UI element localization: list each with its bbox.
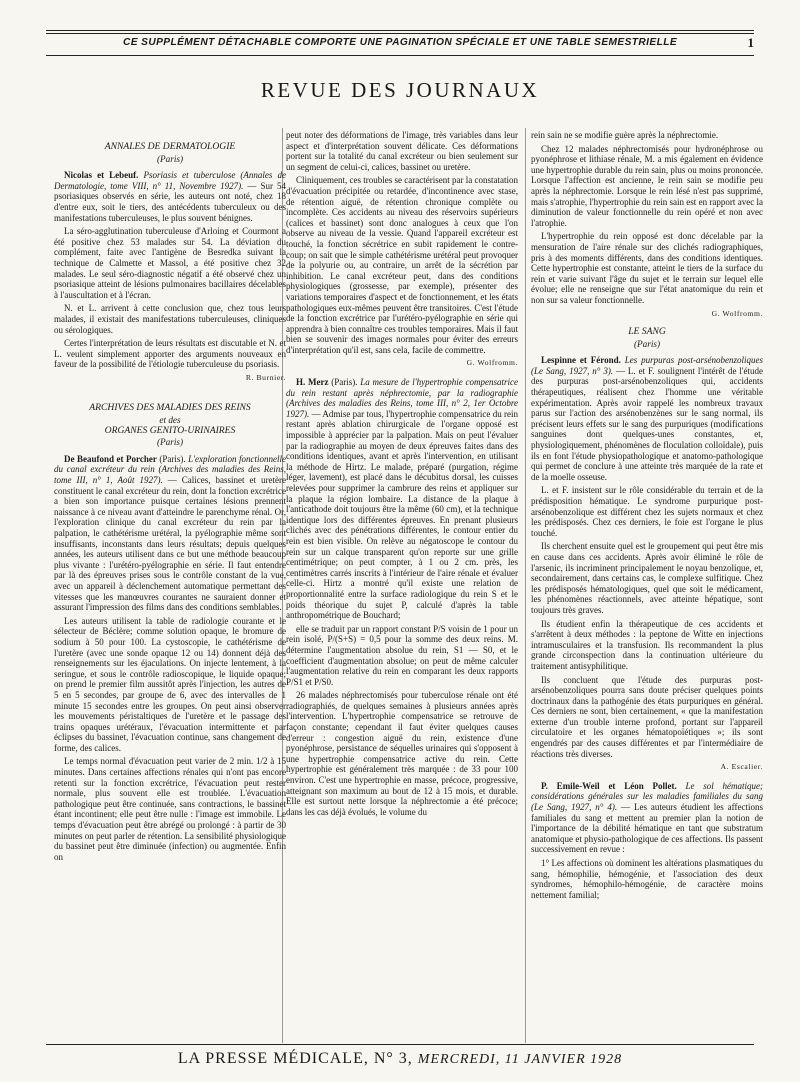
column-2 bbox=[286, 130, 518, 820]
footer-rule bbox=[46, 1044, 754, 1045]
page-number: 1 bbox=[747, 35, 754, 50]
column-3 bbox=[531, 130, 763, 903]
section-conjunction: et des bbox=[159, 415, 181, 426]
abstract-paragraph: Ils étudient enfin la thérapeutique de ces accidents et s'arrêtent à deux méthodes : la peptone de Witte en injections intramusculaires et la transfusion. Ils recommandent la plus grande circonspection dans la continuation ultérieure du traitement antisyphilitique. bbox=[531, 618, 763, 671]
reviewer-signature: A. Escalier. bbox=[720, 762, 763, 772]
abstract-paragraph: peut noter des déformations de l'image, très variables dans leur aspect et d'interprétation souvent délicate. Ces déformations portent sur la totalité du canal excréteur ou bien seulement sur un segment de celui-ci, calices, bassinet ou uretère. bbox=[286, 130, 518, 172]
column-divider bbox=[525, 128, 526, 1043]
abstract-intro bbox=[531, 781, 763, 855]
section-title: ORGANES GENITO-URINAIRES bbox=[104, 424, 236, 436]
abstract-paragraph: Cliniquement, ces troubles se caractérisent par la constatation d'évacuation précipitée ou retardée, d'incontinence avec stase, de rétention aiguë, de rétention chronique complète ou incomplète. Ces accidents au niveau des réservoirs supérieurs (calices et bassinet) sont donc analogues à ceux que l'on observe au niveau de la vessie. Quand l'appareil excréteur est touché, la fonction sécrétrice en subit rapidement le contre-coup; on sait que le simple cathétérisme urétéral peut provoquer de la polyurie ou, au contraire, un arrêt de la sécrétion par inhibition. Le canal excréteur peut, dans des conditions physiologiques (grossesse, par exemple), présenter des variations temporaires d'aspect et de fonctionnement, et les états pathologiques eux-mêmes peuvent être transitoires. C'est l'étude de la fonction excrétrice par l'urétéro-pyélographie en série qui apprendra à bien connaître ces troubles temporaires. Mais il faut bien se souvenir des images normales pour éviter des erreurs d'interprétation qu'il est, sans cela, facile de commettre. bbox=[286, 175, 518, 355]
article-reference: (Archives des maladies des Reins, tome III, n° 1, Août 1927). bbox=[54, 464, 287, 486]
abstract-paragraph: N. et L. arrivent à cette conclusion que, chez tous leurs malades, il existait des manifestations tuberculeuses, cliniques ou sérologiques. bbox=[54, 303, 286, 335]
footer bbox=[0, 1050, 800, 1068]
reviewer-signature: R. Burnier. bbox=[245, 372, 286, 382]
article-title: La mesure de l'hypertrophie compensatrice du rein restant après néphrectomie, par la radiographie bbox=[286, 377, 519, 398]
section-city: (Paris) bbox=[156, 437, 184, 448]
abstract-intro bbox=[286, 377, 518, 621]
article-reference: (Annales de Dermatologie, tome VIII, n° 11, Novembre 1927). bbox=[54, 170, 286, 191]
header-bottom-rule bbox=[46, 55, 754, 56]
article-reference: (Le Sang, 1927, n° 3). bbox=[531, 365, 614, 376]
article-authors: H. Merz bbox=[296, 377, 329, 388]
abstract-text: — Admise par tous, l'hypertrophie compensatrice du rein restant après ablation chirurgicale de l'organe opposé est impossible à apprécier par la palpation. Mais on peut l'évaluer par la radiographie au moyen de deux épreuves faites dans des conditions identiques, avant et après l'intervention, en utilisant la méthode de Hirtz. Le malade, préparé (purgation, régime léger, lavement), est placé dans le décubitus dorsal, les cuisses relevées pour supprimer la cambrure des reins et appliquer sur la plaque la région lombaire. La distance de la plaque à l'anticathode doit toujours être la même (60 cm), et la technique identique lors des différentes épreuves. En prenant plusieurs clichés avec des pénétrations différentes, le contour entier du rein est bien visible. On relève au négatoscope le contour du rein sur un calque transparent qu'on reporte sur une grille centimétrique; on peut compter, à 1 ou 2 cm. près, les centimètres carrés inscrits à l'intérieur de l'aire rénale et évaluer celle-ci. Hirtz a montré qu'il existe une relation de proportionnalité entre la surface radiologique du rein S et le poids théorique du sujet P, calculé d'après la table anthropométrique de Bouchard; bbox=[286, 408, 518, 621]
footer-journal: LA PRESSE MÉDICALE, N° 3, bbox=[177, 1050, 413, 1067]
abstract-text: — Calices, bassinet et uretère constituent le canal excréteur du rein, dont la fonction excrétrice a bien son importance puisque certaines lésions prennent naissance à ce niveau avant d'atteindre le parenchyme rénal. Or, l'exploration clinique du canal excréteur du rein par la palpation, le cathétérisme urétéral, la pyélographie même sont insuffisants, inconstants dans leurs résultats; depuis quelques années, les auteurs utilisent dans ce but une méthode beaucoup plus vivante : l'urétéro-pyélographie en série. Il faut entendre par là des épreuves prises sous le contrôle constant de la vue, avec un appareil à déclenchement automatique permettant des vitesses que les manœuvres courantes ne sauraient donner et assurant l'impression des films dans des conditions semblables. bbox=[54, 475, 287, 613]
article-title: Les purpuras post-arsénobenzoliques bbox=[624, 355, 764, 366]
abstract-paragraph: La séro-agglutination tuberculeuse d'Arloing et Courmont a été positive chez 53 malades sur 54. La déviation du complément, faite avec l'antigène de Besredka suivant la technique de Calmette et Massol, a été positive chez 32 malades. Le seul séro-diagnostic négatif a été observé chez un psoriasique atteint de lésions pulmonaires bacillaires décelables à l'auscultation et à l'écran. bbox=[54, 226, 286, 300]
abstract-paragraph: L. et F. insistent sur le rôle considérable du terrain et de la prédisposition hématique. Le syndrome purpurique post-arsénobenzolique est différent chez les sujets normaux et chez les prédisposés. Chez ces derniers, le foie est l'organe le plus touché. bbox=[531, 485, 763, 538]
article-authors: Nicolas et Lebeuf. bbox=[64, 170, 139, 181]
column-1 bbox=[54, 130, 286, 865]
section-title: LE SANG bbox=[628, 326, 666, 338]
abstract-paragraph: Les auteurs utilisent la table de radiologie courante et le sélecteur de Béclère; comme solution opaque, le bromure de sodium à 50 pour 100. La cystoscopie, le cathétérisme de l'uretère (avec une sonde opaque 12 ou 14) donnent déjà des renseignements sur les éjaculations. On injecte lentement, à la seringue, et sous le contrôle radioscopique, le liquide opaque; on prend le premier film aussitôt après l'injection, les autres de 5 en 5 secondes, par groupe de 6, avec des intervalles de 1 minute 15 secondes entre les groupes. On peut ainsi observer les mouvements péristaltiques de l'uretère et le passage des trains opaques urétéraux, l'évacuation intermittente et par éclipses du bassinet, l'évacuation continue, sans changement de forme, des calices. bbox=[54, 615, 286, 753]
supplement-notice: CE SUPPLÉMENT DÉTACHABLE COMPORTE UNE PAGINATION SPÉCIALE ET UNE TABLE SEMESTRIELLE bbox=[122, 37, 678, 48]
section-city: (Paris) bbox=[156, 153, 184, 164]
reviewer-signature: G. Wolfromm. bbox=[466, 358, 518, 368]
abstract-intro bbox=[54, 170, 286, 223]
article-title: Le sol hématique; considérations générales sur les maladies familiales du sang bbox=[531, 780, 763, 802]
abstract-paragraph: Ils cherchent ensuite quel est le groupement qui peut être mis en cause dans ces accidents. Après avoir éliminé le rôle de l'arsenic, ils incriminent principalement le noyau benzolique, et, secondairement, dans certains cas, le complexe sulfitique. Chez les prédisposés hématologiques, quel que soit le médicament, les phénomènes réactionnels, avec atteinte hépatique, sont toujours très graves. bbox=[531, 541, 763, 615]
article-reference: (Le Sang, 1927, n° 4). bbox=[531, 802, 618, 813]
header-bar bbox=[46, 30, 754, 60]
abstract-paragraph: 1° Les affections où dominent les altérations plasmatiques du sang, hémophilie, hémogénie, et l'association des deux syndromes, hémophilo-hémogénie, de caractère moins nettement familial; bbox=[531, 858, 763, 900]
abstract-text: — L. et F. soulignent l'intérêt de l'étude des purpuras post-arsénobenzoliques qui, accidents thérapeutiques, réalisent chez l'homme une véritable expérimentation. Après avoir rappelé les nombreux travaux parus sur l'action des arsénobenzènes sur le sang normal, ils précisent leurs effets sur le sang des purpuriques (modifications sanguines dont quelques-unes constantes, et, physiologiquement, phénomènes de floculation colloïdale), puis ils en font l'étude physiopathologique et anatomo-pathologique qui permet de conclure à une atteinte très marquée de la rate et de la moelle osseuse. bbox=[531, 365, 763, 482]
abstract-paragraph: 26 malades néphrectomisés pour tuberculose rénale ont été radiographiés, de quelques semaines à plusieurs années après l'intervention. L'hypertrophie compensatrice se retrouve de façon constante; cependant il faut éviter quelques causes d'erreur : congestion aiguë du rein, existence d'une pyonéphrose, persistance de séquelles urinaires qui s'opposent à une hypertrophie compensatrice active du rein. Cette hypertrophie est généralement très marquée : de 33 pour 100 environ. C'est une hypertrophie en masse, précoce, progressive, atteignant son maximum au bout de 12 à 15 mois, et durable. Elle est surtout nette lorsque la néphrectomie a été précoce; dans les cas déjà évolués, le volume du bbox=[286, 690, 518, 817]
section-title: ARCHIVES DES MALADIES DES REINS bbox=[89, 402, 251, 414]
article-authors: P. Emile-Weil et Léon Pollet. bbox=[541, 780, 677, 791]
abstract-paragraph: rein sain ne se modifie guère après la néphrectomie. bbox=[531, 130, 719, 140]
article-reference: (Archives des maladies des Reins, tome III, n° 2, 1er Octobre 1927). bbox=[286, 398, 518, 419]
article-title: L'exploration fonctionnelle du canal excréteur du rein bbox=[54, 453, 286, 475]
abstract-paragraph: L'hypertrophie du rein opposé est donc décelable par la mensuration de l'aire rénale sur des clichés radiographiques, pris à des moments différents, dans des conditions identiques. Cette hypertrophie est constante, atteint le tiers de la surface du rein et varie suivant l'âge du sujet et le terrain sur lequel elle évolue; elle ne renseigne que sur l'état anatomique du rein et non sur sa valeur fonctionnelle. bbox=[531, 231, 763, 305]
reviewer-signature: G. Wolfromm. bbox=[711, 308, 763, 318]
abstract-text: — Les auteurs étudient les affections familiales du sang et mettent au premier plan la notion de l'importance de la débilité hématique en tant que substratum anatomique et physio-pathologique de ces affections. Ils passent successivement en revue : bbox=[531, 802, 764, 855]
article-authors: Lespinne et Férond. bbox=[541, 355, 621, 366]
article-city: (Paris). bbox=[159, 453, 186, 464]
abstract-intro bbox=[531, 355, 763, 482]
article-city: (Paris). bbox=[331, 377, 358, 388]
abstract-paragraph: elle se traduit par un rapport constant P/S voisin de 1 pour un rein isolé, P/(S+S) = 0,5 pour la somme des deux reins. M. détermine l'augmentation absolue du rein, S1 — S0, et le coefficient d'augmentation absolue; on peut de même calculer l'augmentation relative du rein en comparant les deux rapports P/S1 et P/S0. bbox=[286, 623, 518, 687]
section-title: ANNALES DE DERMATOLOGIE bbox=[104, 141, 236, 152]
section-city: (Paris) bbox=[633, 338, 661, 349]
abstract-paragraph: Chez 12 malades néphrectomisés pour hydronéphrose ou pyonéphrose et lithiase rénale, M. a mis également en évidence une hypertrophie durable du rein sain, plus ou moins prononcée. Lorsque l'affection est ancienne, le rein sain se modifie peu après la néphrectomie. Lorsque le rein lésé n'est pas supprimé, mais s'atrophie, l'hypertrophie du rein sain est en rapport avec la diminution de valeur fonctionnelle du rein opéré et non avec l'atrophie. bbox=[531, 143, 763, 228]
abstract-text: — Sur 54 psoriasiques observés en série, les auteurs ont noté, chez 18 d'entre eux, soit le tiers, des antécédents tuberculeux ou des manifestations tuberculeuses, le plus souvent bénignes. bbox=[54, 180, 286, 223]
abstract-paragraph: Le temps normal d'évacuation peut varier de 2 min. 1/2 à 15 minutes. Dans certaines affections rénales qui n'ont pas encore retenti sur la fonction excrétrice, l'évacuation peut rester normale, plus souvent elle est troublée. L'évacuation pathologique peut être continuée, sans contractions, le bassinet étant incontinent; elle peut être nulle : l'image est immobile. Le temps d'évacuation peut être abrégé ou prolongé : à partir de 30 minutes on peut parler de rétention. La sensibilité physiologique du bassinet peut être diminuée (infection) ou augmentée. Enfin on bbox=[54, 756, 286, 862]
footer-date: MERCREDI, 11 JANVIER 1928 bbox=[417, 1052, 623, 1067]
header-top-rule bbox=[46, 30, 754, 31]
abstract-paragraph: Ils concluent que l'étude des purpuras post-arsénobenzoliques pourra sans doute préciser quelques points doctrinaux dans la pathogénie des états purpuriques en général. Ces derniers ne sont, bien certainement, « que la manifestation externe d'un trouble interne profond, portant sur l'appareil circulatoire et les organes hématopoïétiques »; ils sont engendrés par des causes différentes et par l'intermédiaire de réactions très diverses. bbox=[531, 674, 763, 759]
abstract-intro bbox=[54, 454, 286, 613]
abstract-paragraph: Certes l'interprétation de leurs résultats est discutable et N. et L. veulent simplement apporter des arguments nouveaux en faveur de la possibilité de l'étiologie tuberculeuse du psoriasis. bbox=[54, 338, 286, 370]
article-title: Psoriasis et tuberculose bbox=[143, 170, 236, 181]
article-authors: De Beaufond et Porcher bbox=[64, 453, 157, 464]
page-title: REVUE DES JOURNAUX bbox=[260, 78, 540, 102]
header-top-rule-2 bbox=[46, 33, 754, 34]
